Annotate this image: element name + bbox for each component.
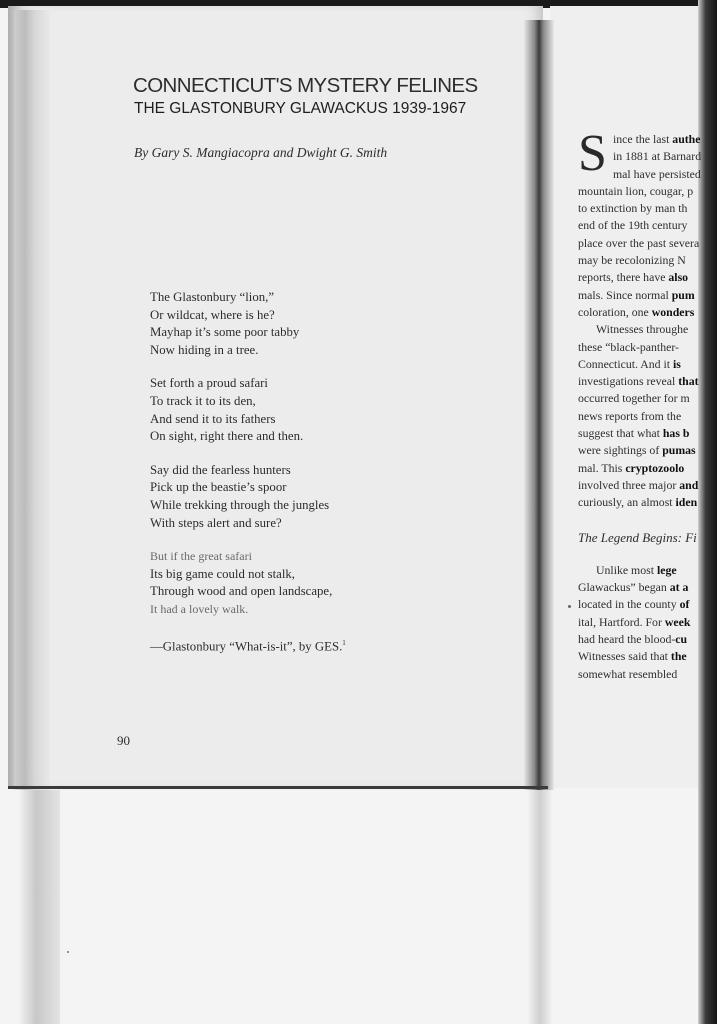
poem-line: Pick up the beastie’s spoor (150, 480, 287, 495)
column-line-bold: at a (669, 580, 689, 595)
poem-line: With steps alert and sure? (150, 515, 282, 530)
section-heading: The Legend Begins: Fi (578, 529, 697, 545)
column-line (578, 183, 717, 200)
column-line-bold: also (668, 270, 689, 285)
column-line (578, 131, 717, 148)
column-line (578, 304, 717, 321)
poem-line: On sight, right there and then. (150, 429, 304, 444)
column-line (578, 579, 717, 596)
poem-line: The Glastonbury “lion,” (150, 290, 275, 304)
column-line-bold: of (679, 597, 690, 612)
column-line (578, 339, 717, 356)
poem-line: Or wildcat, where is he? (150, 307, 275, 322)
lower-spine-blur (528, 790, 552, 1024)
column-line (578, 321, 717, 338)
column-line-text: curiously, an almost (578, 495, 676, 510)
column-line-text: involved three major (578, 477, 680, 492)
column-line (578, 442, 717, 459)
column-line (578, 460, 717, 477)
column-line-text: had heard the blood- (578, 632, 676, 647)
margin-mark (568, 605, 571, 608)
column-line-text: located in the county (578, 597, 680, 612)
column-line (578, 235, 717, 252)
column-line-text: end of the 19th century (578, 218, 688, 233)
poem-line: Its big game could not stalk, (150, 566, 296, 581)
column-line-text: to extinction by man th (578, 201, 688, 216)
poem-line: While trekking through the jungles (150, 497, 330, 512)
column-line-text: ince the last (613, 132, 673, 146)
poem (150, 289, 346, 655)
column-line-bold: is (673, 356, 681, 371)
page-bottom-edge (8, 786, 548, 789)
column-line (578, 390, 717, 407)
column-line (578, 287, 717, 304)
column-line-text: these “black-panther- (578, 339, 679, 354)
lower-scan-blur (20, 790, 60, 1024)
column-line-bold: cu (675, 632, 688, 647)
column-line-text: place over the past severa (578, 235, 700, 250)
column-line-text: ital, Hartford. For (578, 614, 665, 629)
column-line-text: were sightings of (578, 443, 663, 458)
column-line-text: Witnesses throughe (596, 322, 689, 337)
column-line-bold: wonders (651, 304, 695, 319)
poem-line: Through wood and open landscape, (150, 584, 333, 599)
poem-stanza (150, 548, 346, 618)
column-line-text: Witnesses said that (578, 649, 671, 664)
column-line (578, 166, 717, 183)
column-line-text: Glawackus” began (578, 580, 670, 595)
column-line (578, 148, 717, 165)
column-line (578, 269, 717, 286)
poem-attribution-text: —Glastonbury “What-is-it”, by GES. (150, 638, 343, 653)
column-line-text: Connecticut. And it (578, 356, 674, 371)
column-line-bold: iden (675, 495, 698, 510)
poem-stanza (150, 289, 346, 359)
column-line-text: may be recolonizing N (578, 253, 686, 268)
poem-line: And send it to its fathers (150, 411, 276, 426)
poem-line: Say did the fearless hunters (150, 462, 291, 477)
drop-cap: S (578, 125, 607, 182)
column-line-bold: lege (656, 562, 677, 577)
column-line-text: Unlike most (596, 562, 657, 577)
column-line-bold: pumas (662, 443, 696, 458)
column-line (578, 614, 717, 631)
poem-attribution (150, 635, 346, 656)
column-line (578, 596, 717, 613)
column-line-text: coloration, one (578, 304, 652, 319)
left-page-edge-shadow (14, 10, 50, 790)
column-line-text: mals. Since normal (578, 287, 672, 302)
column-line (578, 252, 717, 269)
column-line-text: reports, there have (578, 270, 669, 285)
article-byline: By Gary S. Mangiacopra and Dwight G. Smith (134, 145, 388, 160)
column-line (578, 373, 717, 390)
column-line-bold: and (679, 477, 699, 492)
book-spine-shadow (524, 20, 554, 790)
column-line (578, 666, 717, 683)
column-line (578, 562, 717, 579)
column-line-bold: has b (662, 426, 690, 441)
right-column-text (578, 131, 717, 683)
poem-line: Now hiding in a tree. (150, 342, 259, 357)
article-subtitle: THE GLASTONBURY GLAWACKUS 1939-1967 (134, 100, 467, 117)
column-line-text: in 1881 at Barnard (613, 149, 702, 164)
column-line (578, 356, 717, 373)
column-line-text: mal have persisted (613, 166, 701, 181)
column-line-text: investigations reveal (578, 374, 679, 389)
poem-line: It had a lovely walk. (150, 601, 249, 616)
column-line-text: mal. This (578, 460, 626, 475)
column-line-bold: cryptozoolo (625, 460, 685, 475)
column-line-text: suggest that what (578, 426, 663, 441)
column-line (578, 200, 717, 217)
column-line-bold: the (670, 649, 687, 664)
column-line-text: somewhat resembled (578, 666, 678, 681)
column-line (578, 408, 717, 425)
poem-stanza (150, 375, 346, 445)
column-line-text: mountain lion, cougar, p (578, 183, 694, 198)
column-line (578, 494, 717, 511)
footnote-mark: 1 (342, 638, 346, 647)
column-line-bold: that (678, 374, 699, 389)
column-line (578, 477, 717, 494)
column-line-bold: week (664, 614, 691, 629)
column-line (578, 217, 717, 234)
poem-line: To track it to its den, (150, 393, 256, 408)
column-line (578, 631, 717, 648)
column-line (578, 425, 717, 442)
poem-line: But if the great safari (150, 549, 252, 564)
column-line-text: news reports from the (578, 408, 682, 423)
column-line-bold: pum (671, 287, 695, 302)
poem-line: Set forth a proud safari (150, 376, 268, 391)
article-title: CONNECTICUT'S MYSTERY FELINES (133, 74, 478, 97)
scan-speck (67, 951, 69, 953)
column-line-bold: authe (672, 132, 701, 146)
column-line (578, 648, 717, 665)
page-number: 90 (117, 733, 130, 748)
poem-stanza (150, 462, 346, 532)
column-line-text: occurred together for m (578, 391, 690, 406)
poem-line: Mayhap it’s some poor tabby (150, 325, 300, 340)
